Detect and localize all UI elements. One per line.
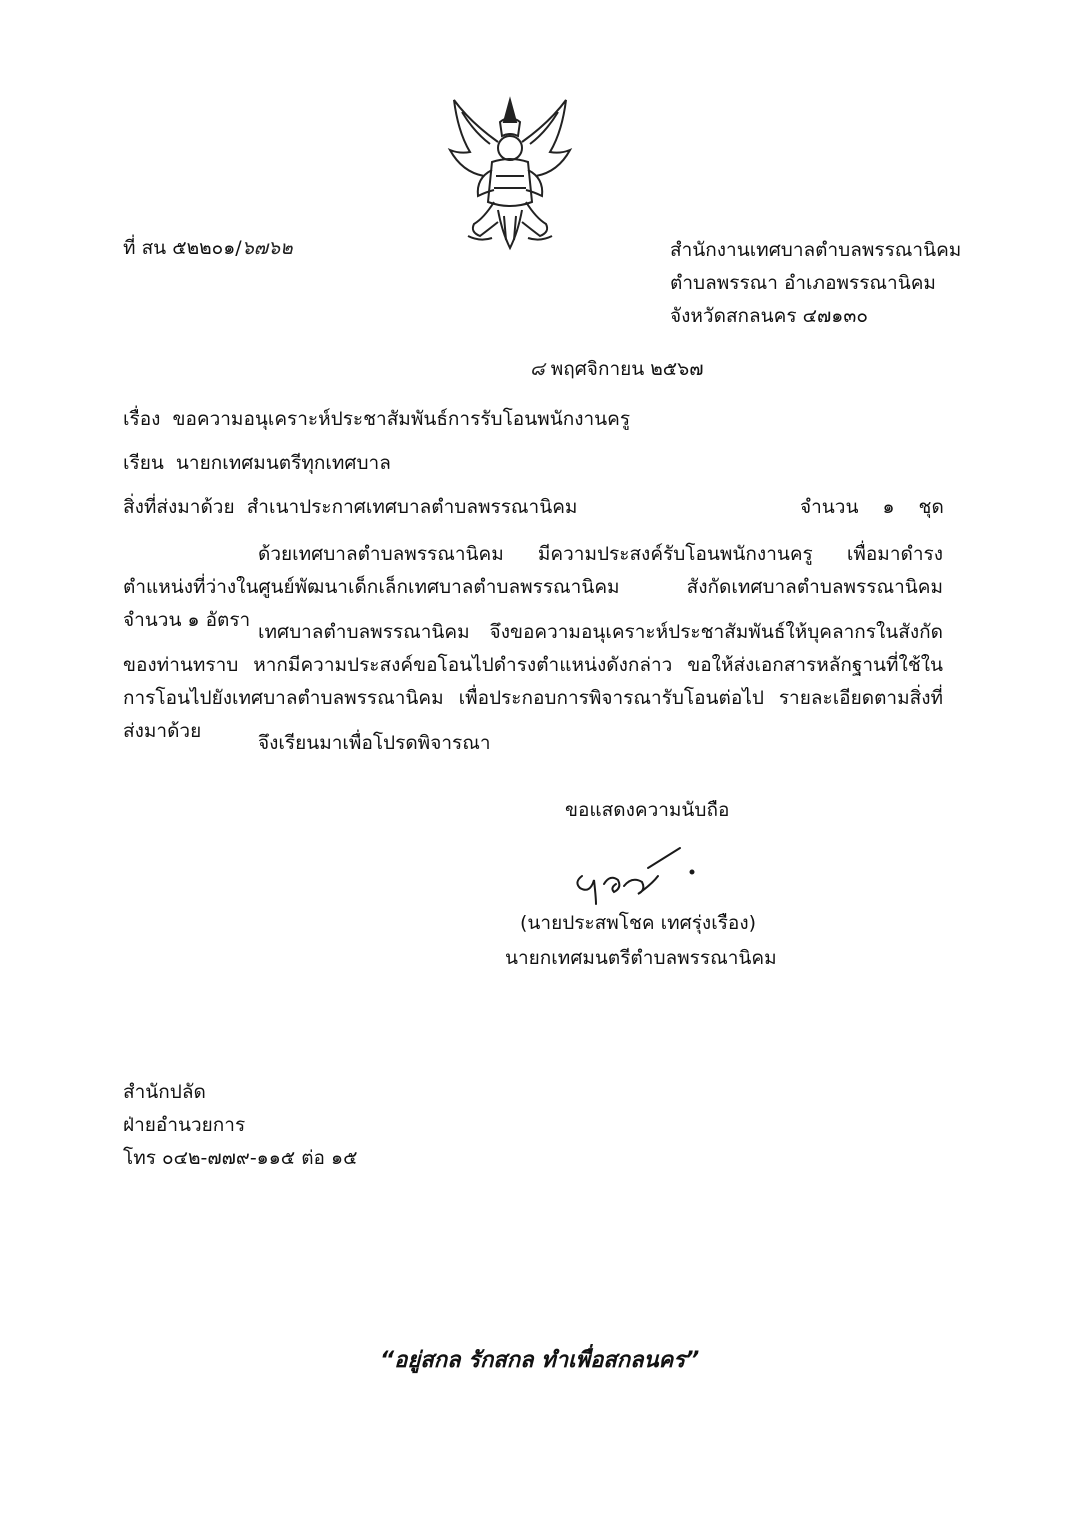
- date-day-handwritten: ๘: [530, 358, 545, 380]
- footer-department: สำนักปลัด: [123, 1081, 206, 1103]
- office-line-3: จังหวัดสกลนคร ๔๗๑๓๐: [670, 305, 868, 327]
- office-line-2: ตำบลพรรณา อำเภอพรรณานิคม: [670, 272, 936, 294]
- reference-number: [123, 233, 293, 263]
- enclosure-qty: ๑: [882, 496, 895, 518]
- date-month-year: พฤศจิกายน ๒๕๖๗: [550, 358, 704, 380]
- signature-mark: [560, 838, 710, 908]
- salutation-line: [123, 448, 391, 478]
- office-line-1: สำนักงานเทศบาลตำบลพรรณานิคม: [670, 239, 962, 261]
- signer-name: (นายประสพโชค เทศรุ่งเรือง): [520, 912, 757, 934]
- reference-prefix: ที่ สน ๕๒๒๐๑/: [123, 237, 242, 259]
- enclosure-unit: ชุด: [918, 496, 944, 518]
- enclosure-quantity: [800, 492, 944, 522]
- letter-date: [530, 354, 704, 384]
- subject-text: ขอความอนุเคราะห์ประชาสัมพันธ์การรับโอนพนักงานครู: [172, 408, 631, 430]
- closing-regards: ขอแสดงความนับถือ: [565, 799, 730, 821]
- enclosure-qty-label: จำนวน: [800, 496, 859, 518]
- body-paragraph-2: เทศบาลตำบลพรรณานิคม จึงขอความอนุเคราะห์ประชาสัมพันธ์ให้บุคลากรในสังกัดของท่านทราบ หากมีความประสงค์ขอโอนไปดำรงตำแหน่งดังกล่าว ขอให้ส่งเอกสารหลักฐานที่ใช้ในการโอนไปยังเทศบาลตำบลพรรณานิคม เพื่อประกอบการพิจารณารับโอนต่อไป รายละเอียดตามสิ่งที่ส่งมาด้วย: [123, 621, 943, 742]
- footer-slogan: “อยู่สกล รักสกล ทำเพื่อสกลนคร”: [380, 1348, 700, 1373]
- subject-line: [123, 404, 630, 434]
- footer-division: ฝ่ายอำนวยการ: [123, 1114, 246, 1136]
- footer-phone: โทร ๐๔๒-๗๗๙-๑๑๕ ต่อ ๑๕: [123, 1147, 358, 1169]
- enclosure-text: สำเนาประกาศเทศบาลตำบลพรรณานิคม: [246, 496, 578, 518]
- salutation-label: เรียน: [123, 452, 164, 474]
- body-paragraph-1: ด้วยเทศบาลตำบลพรรณานิคม มีความประสงค์รับโอนพนักงานครู เพื่อมาดำรงตำแหน่งที่ว่างในศูนย์พัฒนาเด็กเล็กเทศบาลตำบลพรรณานิคม สังกัดเทศบาลตำบลพรรณานิคม จำนวน ๑ อัตรา: [123, 543, 943, 631]
- subject-label: เรื่อง: [123, 408, 161, 430]
- salutation-text: นายกเทศมนตรีทุกเทศบาล: [175, 452, 391, 474]
- garuda-emblem-icon: [440, 92, 580, 252]
- reference-handwritten: ๖๗๖๒: [241, 237, 293, 259]
- enclosure-label: สิ่งที่ส่งมาด้วย: [123, 496, 235, 518]
- signer-title: นายกเทศมนตรีตำบลพรรณานิคม: [505, 947, 777, 969]
- body-paragraph-3: จึงเรียนมาเพื่อโปรดพิจารณา: [258, 732, 491, 754]
- enclosure-line: [123, 492, 577, 522]
